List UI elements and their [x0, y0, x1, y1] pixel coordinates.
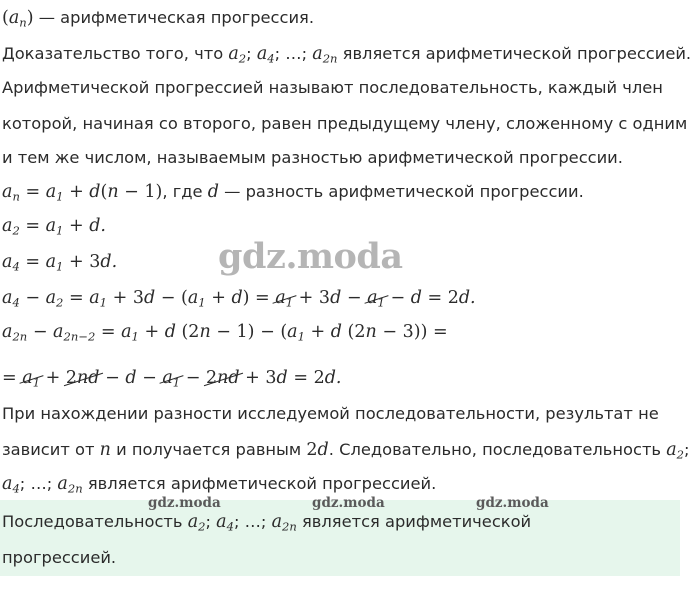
- proof-intro-line: Доказательство того, что $a_2$; $a_4$; …; $a_{2n}$ является арифметической прогрессией.: [2, 44, 691, 66]
- formula-difference-general: $a_{2n} - a_{2n-2} = a_1 + d$ $(2n - 1) - (a_1 + d$ (2n − 3)) =: [2, 322, 448, 344]
- difference-definition: — разность арифметической прогрессии.: [218, 182, 584, 201]
- conclusion-line-3: $a_4$; …; $a_{2n}$ является арифметической прогрессией.: [2, 474, 437, 496]
- proof-intro-tail: является арифметической прогрессией.: [337, 44, 691, 63]
- definition-line-2: которой, начиная со второго, равен предыдущему члену, сложенному с одним: [2, 114, 688, 133]
- formula-a4: $a_4 = a_1 + 3d$.: [2, 252, 118, 274]
- definition-line-3: и тем же числом, называемым разностью арифметической прогрессии.: [2, 148, 623, 167]
- watermark-large: gdz.moda: [218, 236, 403, 277]
- formula-difference-a4-a2: $a_4 - a_2 = a_1 + 3d - (a_1 + d) = a_1 + 3d - a_1 - d = 2d$.: [2, 288, 476, 310]
- watermark-small: gdz.moda: [312, 495, 385, 511]
- heading-line: [2, 6, 314, 30]
- conclusion-line-1: При нахождении разности исследуемой последовательности, результат не: [2, 404, 659, 423]
- general-term-formula: $a_n = a_1 + d(n - 1)$, где d — разность арифметической прогрессии.: [2, 182, 584, 204]
- answer-line-1: Последовательность $a_2$; $a_4$; …; $a_{2n}$ является арифметической: [2, 512, 532, 534]
- sequence-notation: $(a_n)$: [2, 8, 34, 30]
- proof-intro-text: Доказательство того, что: [2, 44, 229, 63]
- conclusion-line-2: зависит от n и получается равным 2d. Следовательно, последовательность $a_2$;: [2, 440, 690, 462]
- formula-difference-simplified: = $a_1 + 2nd - d - a_1 - 2nd + 3d = 2d$.: [2, 368, 342, 390]
- definition-line-1: Арифметической прогрессией называют последовательность, каждый член: [2, 78, 663, 97]
- watermark-small: gdz.moda: [476, 495, 549, 511]
- watermark-small: gdz.moda: [148, 495, 221, 511]
- heading-text: — арифметическая прогрессия.: [33, 8, 315, 27]
- answer-line-2: прогрессией.: [2, 548, 117, 567]
- formula-a2: $a_2 = a_1 + d$.: [2, 216, 106, 238]
